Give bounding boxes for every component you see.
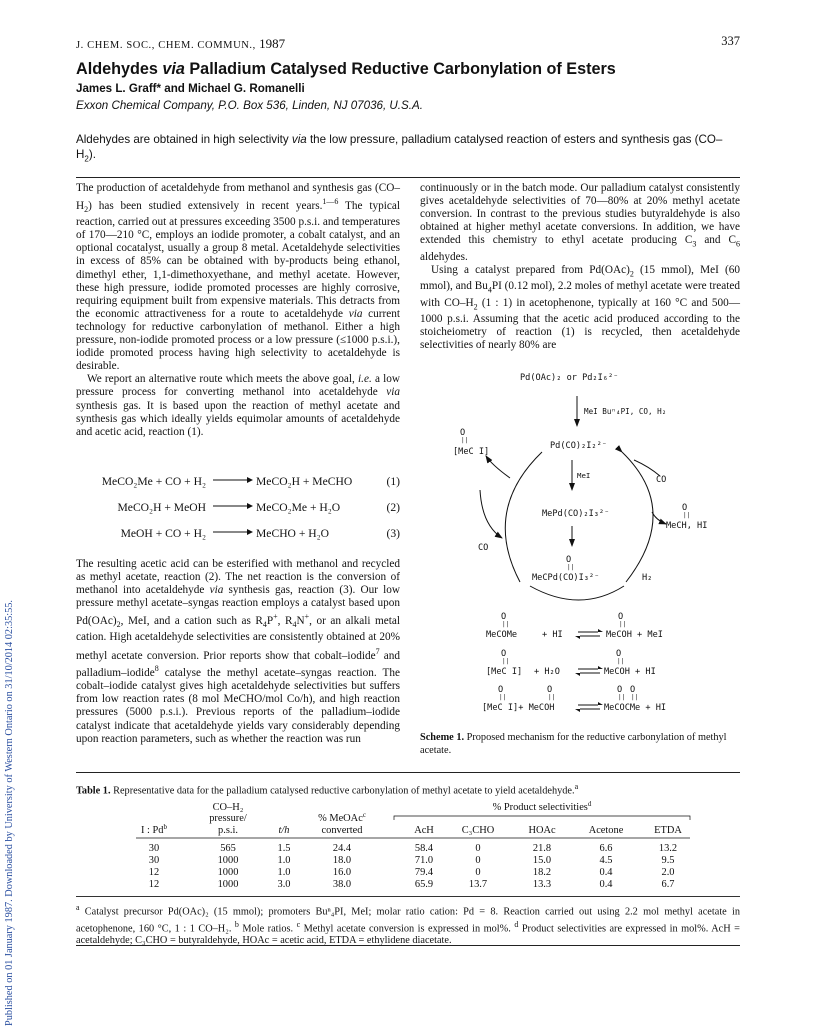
p3-text-d: P [266,615,274,628]
table-cell: 12 [148,867,160,878]
table-cell: 0.4 [599,867,613,878]
cycle-left-arc [505,452,542,582]
r1-sub2: 6 [736,239,740,249]
eq3-bond-a: || [499,694,507,701]
eq1-number: (1) [386,475,400,488]
fn-a-mark: a [76,903,80,912]
r2-sub2: 4 [487,285,492,295]
table-cell: 15.0 [532,855,552,866]
p3-text-e: , R [277,615,293,628]
header-copress-2: pressure/ [209,813,247,824]
table-cell: 0 [475,867,481,878]
eq2-oxo-a: O [501,649,507,659]
rule-table-top [76,772,740,773]
table-cell: 16.0 [332,867,352,878]
cycle-species-middle: MePd(CO)₂I₃²⁻ [542,509,610,519]
abstract [76,132,741,166]
equation-1 [76,475,400,488]
fn-c-mark: c [296,919,301,929]
scheme-caption-text: Proposed mechanism for the reductive carbonylation of methyl acetate. [420,732,727,756]
paragraph-r1 [420,182,740,264]
table-cell: 1.5 [277,843,291,854]
p3-italic: via [209,584,224,597]
right-out-bond: || [683,512,691,519]
eq2-bond-a: || [502,658,510,665]
eq1-oxo-a: O [501,612,507,622]
eq2-number: (2) [386,501,400,514]
eq3-bond-b: || [548,694,556,701]
journal-name: J. CHEM. SOC., CHEM. COMMUN., [76,40,256,51]
eq1-products: MeCO₂H + MeCHO [256,475,353,488]
eq2-bond-b: || [617,658,625,665]
data-table [76,800,740,894]
scheme-eq1-plus: + HI [542,630,563,640]
p3-ref1: 7 [375,646,380,656]
header-copress-1: CO–H₂ [212,802,244,813]
table-cell: 1.0 [277,855,291,866]
left-out-arrow [486,456,510,478]
r2-text-c: PI (0.12 mol), 2.2 moles of methyl acetate were treated with CO–H [420,280,740,309]
column-header-0: AcH [414,825,434,836]
eq1-arrow [206,475,256,488]
table-footnotes [76,902,740,947]
p3-sup1: + [273,612,278,622]
cycle-bottom-bond: || [567,564,575,571]
table-cell: 0 [475,843,481,854]
paragraph-3 [76,558,400,746]
fn-d: Product selectivities are expressed in mol%. AcH = acetaldehyde; C₃CHO = butyraldehyde, HOAc = acetic acid, ETDA = ethylidene diacetate. [76,923,740,947]
left-co-arrow [480,490,502,538]
eq3-bond-c: || [618,694,626,701]
p3-sub2: 4 [262,620,267,630]
fn-b: Mole ratios. [238,923,297,935]
fn-c: Methyl acetate conversion is expressed in mol%. [300,923,515,935]
eq2-arrow [206,501,256,514]
running-head [76,36,285,52]
margin-note-text: Published on 01 January 1987. Downloaded by University of Western Ontario on 31/10/2014 02:35:55. [4,600,15,1026]
r1-sub1: 3 [692,239,697,249]
scheme-eq3-left: [MeC I]+ MeCOH [482,703,555,713]
p1-italic: via [348,307,363,320]
table-cell: 71.0 [414,855,434,866]
article-title [76,60,746,79]
paragraph-2 [76,373,400,438]
column-header-2: HOAc [528,825,556,836]
r2-text-b: (15 mmol), MeI (60 mmol), and Bu [420,263,740,293]
margin-download-note [4,596,18,1036]
header-ipd: I : Pd$^b$ [140,823,168,836]
cycle-right-arc [622,452,653,582]
table-cell: 1000 [217,855,239,866]
eq2-oxo-b: O [616,649,622,659]
p2-text-a: We report an alternative route which meets the above goal, [87,373,359,386]
scheme-precursor: Pd(OAc)₂ or Pd₂I₆²⁻ [520,373,619,383]
p1-text-c: The typical reaction, carried out at pressures exceeding 3500 p.s.i. and temperatures of 170—210 °C, employs an iodide promoter, a cobalt catalyst, and an optional cocatalyst, usually a group 8 metal. Acetaldehyde selectivities in excess of 85% can be obtained with by-products being ethanol, dimethyl ether, 1,1-dimethoxyethane, and methyl acetate. However, these high pressure, iodide promoted processes are highly corrosive, requiring equipment built from expensive materials. This detracts from the economic attractiveness for a route to acetaldehyde [76,199,400,320]
equation-2 [76,501,400,514]
rule-top [76,177,740,178]
eq1-bond-b: || [619,621,627,628]
right-co-arrow [634,460,660,476]
table-cell: 1000 [217,867,239,878]
eq2-products: MeCO₂Me + H₂O [256,501,341,514]
p1-text-b: ) has been studied extensively in recent years. [88,199,323,212]
table-row [149,855,675,866]
scheme-caption [420,732,740,757]
table-cell: 24.4 [332,843,352,854]
fn-d-mark: d [514,919,519,929]
p3-ref2: 8 [154,664,159,674]
table-cell: 13.7 [468,879,488,890]
header-selectivities: % Product selectivities$^d$ [492,800,592,813]
table-cell: 18.0 [332,855,352,866]
paragraph-r2 [420,264,740,352]
table-title-text: Representative data for the palladium catalysed reductive carbonylation of methyl acetate to yield acetaldehyde. [110,785,575,797]
right-co-label: CO [656,475,667,485]
h2-label: H₂ [642,573,653,583]
abstract-text-2: the low pressure, palladium catalysed reaction of esters and synthesis gas (CO–H [76,133,723,161]
p3-text-b: synthesis gas, reaction (3). Our low pressure methyl acetate–syngas reaction employs a catalyst based upon Pd(OAc) [76,584,401,628]
table-cell: 0 [475,855,481,866]
p3-sub3: 4 [292,620,297,630]
p2-text-c: synthesis gas. It is based upon the reaction of methyl acetate and synthesis gas which ideally yields equimolar amounts of acetaldehyde and acetic acid, reaction (1). [76,399,400,438]
p3-text-h: and palladium–iodide [76,649,400,680]
table-label: Table 1. [76,785,111,797]
table-body [149,843,677,890]
p2-italic-ie: i.e. [358,373,372,386]
table-cell: 6.7 [661,879,675,890]
eq3-oxo-c: O [617,685,623,695]
eq3-bond-d: || [631,694,639,701]
r1-text-c: aldehydes. [420,250,468,263]
p1-text-d: current technology for reductive carbonylation of methanol. Either a high pressure, non-iodide promoted process or a low pressure (≤1000 p.s.i.), iodide promoted process having high selectivity to acetaldehyde is desirable. [76,307,400,373]
scheme-diagram [420,360,740,740]
scheme-eq2-right: MeCOH + HI [604,667,656,677]
table-row [149,879,675,890]
scheme-eq3-right: MeCOCMe + HI [604,703,667,713]
eq1-reactants: MeCO₂Me + CO + H₂ [101,475,206,488]
p1-ref: 1—6 [322,197,339,207]
paragraph-1 [76,182,400,373]
right-out-arrow [652,512,666,524]
p1-text-a: The production of acetaldehyde from methanol and synthesis gas (CO–H [76,182,400,212]
table-column-headers [414,825,682,836]
right-column-upper [420,182,740,352]
r1-text-b: and C [696,234,736,247]
right-out-oxo: O [682,503,688,513]
table-cell: 565 [220,843,236,854]
eq3-reactants: MeOH + CO + H₂ [120,527,206,540]
equilibrium-arrow-3 [575,702,603,712]
r2-text-a: Using a catalyst prepared from Pd(OAc) [431,263,630,276]
cycle-species-bottom: MeCPd(CO)I₃²⁻ [532,573,600,583]
left-column-lower [76,558,400,746]
table-cell: 58.4 [414,843,434,854]
r2-sub3: 2 [473,301,478,311]
table-cell: 2.0 [661,867,675,878]
p3-text-g: , or an alkali metal cation. High acetaldehyde selectivities are consistently obtained at 20% methyl acetate conversion. Prior reports show that cobalt–iodide [76,615,400,662]
title-italic: via [162,60,185,78]
table-row [149,843,677,854]
authors: James L. Graff* and Michael G. Romanelli [76,82,305,95]
table-row [149,867,675,878]
rule-bottom [76,945,740,946]
left-in-oxo: O [460,428,466,438]
mei-label: MeI [577,471,591,480]
p3-sub1: 2 [116,620,121,630]
scheme-caption-label: Scheme 1. [420,732,465,743]
right-out-species: MeCH, HI [666,521,708,531]
table-cell: 30 [148,843,160,854]
journal-year: 1987 [259,36,286,51]
abstract-text-3: ). [88,148,96,161]
eq1-oxo-b: O [618,612,624,622]
table-cell: 0.4 [599,879,613,890]
eq3-products: MeCHO + H₂O [256,527,330,540]
table-cell: 12 [148,879,160,890]
left-co-label: CO [478,543,489,553]
p3-text-c: , MeI, and a cation such as R [120,615,263,628]
affiliation: Exxon Chemical Company, P.O. Box 536, Linden, NJ 07036, U.S.A. [76,99,423,112]
scheme-eq1-left: MeCOMe [486,630,518,640]
selectivity-brace [394,816,690,820]
header-conv-2: converted [321,825,363,836]
eq3-oxo-b: O [547,685,553,695]
table-cell: 3.0 [277,879,291,890]
scheme-eq2-left: [MeC I] [486,667,523,677]
eq3-arrow [206,527,256,540]
table-cell: 13.2 [658,843,678,854]
scheme-reagents: MeI Buⁿ₄PI, CO, H₂ [584,407,667,416]
table-cell: 79.4 [414,867,434,878]
p3-sup2: + [304,612,310,622]
cycle-bottom-arc [530,586,624,600]
eq3-oxo-a: O [498,685,504,695]
page-number: 337 [721,34,740,48]
abstract-text: Aldehydes are obtained in high selectivity [76,133,292,146]
table-cell: 9.5 [661,855,675,866]
column-header-3: Acetone [588,825,624,836]
table-cell: 30 [148,855,160,866]
equation-3 [76,527,400,540]
left-in-bond: || [461,437,469,444]
r2-text-d: (1 : 1) in acetophenone, typically at 160 °C and 500—1000 p.s.i. Assuming that the acetic acid produced according to the stoicheiometry of reaction (1) is recycled, then acetaldehyde selectivities of nearly 80% are [420,296,740,352]
column-header-4: ETDA [654,825,682,836]
eq3-number: (3) [386,527,400,540]
eq3-oxo-d: O [630,685,636,695]
p2-text-b: a low pressure process for converting methanol into acetaldehyde [76,373,400,399]
p1-sub: 2 [84,205,89,215]
abstract-italic: via [291,133,307,146]
scheme-1-figure [420,360,740,740]
eq1-bond-a: || [502,621,510,628]
abstract-sub: 2 [84,154,89,164]
fn-b-mark: b [234,919,239,929]
scheme-eq1-right: MeCOH + MeI [606,630,663,640]
scheme-eq2-plus: + H₂O [534,667,560,677]
r1-text-a: continuously or in the batch mode. Our palladium catalyst consistently gives acetaldehyde selectivities of 70—80% at 20% methyl acetate conversion. In contrast to the previous studies butyraldehyde is also obtained at higher methyl acetate conversions. In addition, we have extended this chemistry to ethyl acetate producing C [420,182,740,247]
table-cell: 38.0 [332,879,352,890]
title-text-2: Palladium Catalysed Reductive Carbonylation of Esters [184,60,616,78]
table-cell: 21.8 [532,843,552,854]
header-copress-3: p.s.i. [218,825,238,836]
header-time: t/h [278,825,290,836]
p3-text-f: N [296,615,305,628]
fn-a: Catalyst precursor Pd(OAc)₂ (15 mmol); promoters Buⁿ₄PI, MeI; molar ratio cation: Pd = 8. Reaction carried out using 2.2 mol methyl acetate in acetophenone, 160 °C, 1 : 1 CO–H₂. [76,906,740,935]
table-grid [76,800,740,894]
left-column-upper [76,182,400,439]
table-cell: 4.5 [599,855,613,866]
column-header-1: C₃CHO [461,825,495,836]
left-in-species: [MeC I] [453,447,490,457]
p3-text-i: catalyse the methyl acetate–syngas reaction. The cobalt–iodide catalyst gives high acetaldehyde selectivities but suffers from low reaction rates (8 mol MeCHO/mol Co/h), and high reaction pressures (5000 p.s.i.). Previous reports of the palladium–iodide catalyst indicate that acetaldehyde yields vary considerably depending upon reaction parameters, such as whether the reaction was run [76,667,400,745]
p2-italic-via: via [386,386,400,399]
header-conv-1: % MeOAc$^c$ [318,811,366,824]
table-cell: 65.9 [414,879,434,890]
table-title-ref: a [574,782,579,791]
table-cell: 6.6 [599,843,613,854]
r2-sub1: 2 [629,269,634,279]
rule-footnotes [76,896,740,897]
table-cell: 1000 [217,879,239,890]
eq2-reactants: MeCO₂H + MeOH [117,501,206,514]
title-text: Aldehydes [76,60,163,78]
equilibrium-arrow-1 [575,629,603,639]
table-cell: 13.3 [532,879,552,890]
cycle-species-top: Pd(CO)₂I₂²⁻ [550,441,607,451]
table-cell: 18.2 [532,867,552,878]
table-title [76,782,740,796]
cycle-bottom-oxo: O [566,555,572,565]
table-cell: 1.0 [277,867,291,878]
p3-text-a: The resulting acetic acid can be esterified with methanol and recycled as methyl acetate, reaction (2). The net reaction is the conversion of methanol into acetaldehyde [76,558,400,597]
equilibrium-arrow-2 [575,666,603,676]
